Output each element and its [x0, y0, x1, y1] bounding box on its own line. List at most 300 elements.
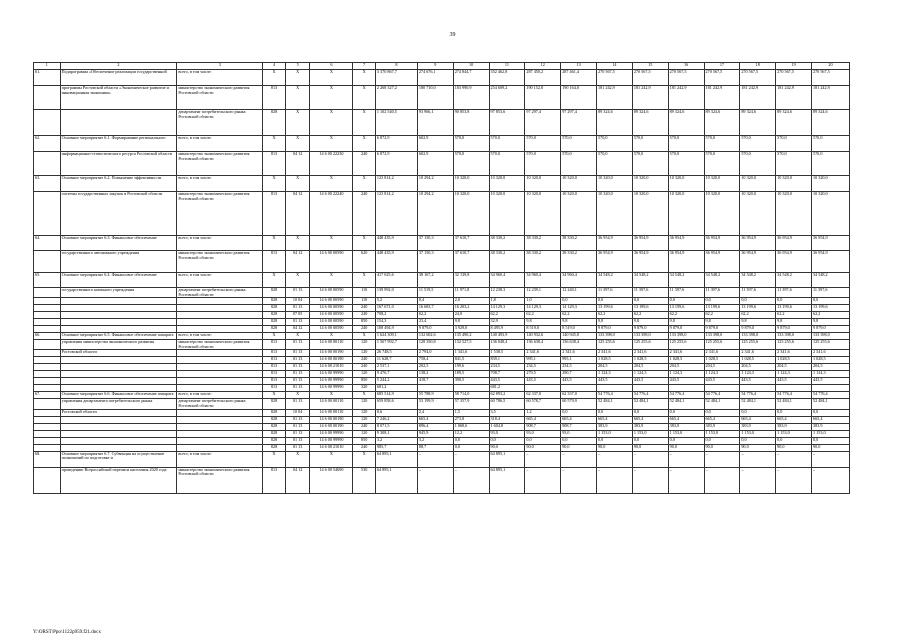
table-cell: 2 341,6 — [776, 350, 812, 357]
table-cell: 32,9 — [489, 319, 525, 326]
table-row — [34, 416, 850, 423]
table-cell: 37 610,7 — [453, 251, 489, 273]
table-cell: 89 324,6 — [704, 110, 740, 136]
table-cell: 1 028,5 — [668, 357, 704, 364]
table-cell: 0,0 — [811, 298, 849, 305]
table-cell: 93,0 — [561, 430, 597, 437]
table-cell: 133 398,0 — [632, 333, 668, 340]
table-cell — [177, 326, 263, 333]
table-cell: X — [285, 273, 310, 288]
table-cell: 88,7 — [417, 444, 453, 451]
table-cell: 681,2 — [375, 385, 417, 392]
table-cell — [34, 371, 61, 378]
table-cell: 0,0 — [776, 298, 812, 305]
table-cell: 01 13 — [285, 399, 310, 409]
table-cell: 1 124,3 — [668, 371, 704, 378]
table-cell: управления министерства экономического развития — [60, 340, 177, 350]
table-cell: 133 398,0 — [704, 333, 740, 340]
table-cell: 10 320,0 — [453, 176, 489, 192]
table-cell: 270 567,5 — [811, 70, 849, 86]
table-cell: 813 — [263, 152, 286, 176]
table-cell: 1 028,5 — [597, 357, 633, 364]
table-cell: 1 124,3 — [776, 371, 812, 378]
budget-table — [33, 62, 850, 494]
table-cell — [60, 357, 177, 364]
table-row — [34, 423, 850, 430]
table-cell: 828 — [263, 399, 286, 409]
table-cell: 34 960,4 — [489, 273, 525, 288]
table-cell: 14 6 00 00590 — [310, 312, 353, 319]
table-cell: 908,7 — [561, 423, 597, 430]
table-cell: 570,0 — [740, 152, 776, 176]
table-row — [34, 378, 850, 385]
table-cell: 36 954,9 — [704, 236, 740, 251]
table-cell: 90,0 — [776, 444, 812, 451]
table-cell: 183 990,9 — [453, 86, 489, 110]
table-cell: всего, в том числе: — [177, 451, 263, 467]
table-cell: 204,5 — [776, 364, 812, 371]
table-cell — [60, 416, 177, 423]
table-cell: 0,0 — [704, 437, 740, 444]
column-number: 11 — [489, 63, 525, 70]
table-cell: 0,0 — [704, 298, 740, 305]
table-cell: 93,0 — [489, 430, 525, 437]
table-cell: 0,0 — [597, 437, 633, 444]
table-cell: X — [353, 110, 376, 136]
table-cell: 383,9 — [740, 423, 776, 430]
table-cell: 10 320,0 — [632, 176, 668, 192]
table-cell: 89 324,6 — [632, 110, 668, 136]
table-cell: 14 6 00 99990 — [310, 430, 353, 437]
table-cell: 11 971,8 — [453, 288, 489, 298]
table-row — [34, 176, 850, 192]
table-cell: 570,0 — [811, 136, 849, 152]
table-cell: 602,9 — [417, 136, 453, 152]
table-cell: 254 609,2 — [489, 86, 525, 110]
table-cell — [60, 319, 177, 326]
table-cell: 181 242,9 — [668, 86, 704, 110]
table-cell: 240 — [353, 152, 376, 176]
table-cell: 383,9 — [776, 423, 812, 430]
table-cell: 63. — [34, 176, 61, 192]
table-cell: – — [525, 451, 561, 467]
table-cell: 120 — [353, 416, 376, 423]
table-cell — [34, 298, 61, 305]
table-cell — [34, 416, 61, 423]
table-cell — [177, 378, 263, 385]
table-row — [34, 236, 850, 251]
table-cell: 1 028,5 — [776, 357, 812, 364]
table-cell: 850 — [353, 378, 376, 385]
table-cell: 813 — [263, 385, 286, 392]
table-cell: X — [310, 70, 353, 86]
table-cell: Основное мероприятие 6.2. Повышение эффективности — [60, 176, 177, 192]
table-cell: 3,2 — [375, 437, 417, 444]
table-cell: всего, в том числе: — [177, 333, 263, 340]
table-cell: 90,0 — [597, 444, 633, 451]
table-cell: 14 6 00 21010 — [310, 444, 353, 451]
table-cell: департамент потребительского рынка Ростовской области — [177, 288, 263, 298]
column-number: 15 — [632, 63, 668, 70]
table-cell — [34, 340, 61, 350]
table-cell: 89 324,6 — [776, 110, 812, 136]
table-cell: 125 255,6 — [597, 340, 633, 350]
table-cell: 0,0 — [740, 298, 776, 305]
table-cell — [34, 192, 61, 236]
table-cell: – — [811, 467, 849, 493]
table-cell: – — [776, 467, 812, 493]
table-cell: 138,2 — [417, 371, 453, 378]
column-number-row — [34, 63, 850, 70]
table-cell — [177, 305, 263, 312]
table-cell: 202,5 — [417, 364, 453, 371]
table-cell — [34, 326, 61, 333]
table-cell: 36 954,9 — [776, 251, 812, 273]
table-cell: 190 164,0 — [561, 86, 597, 110]
table-cell: 1 028,5 — [632, 357, 668, 364]
table-cell: – — [740, 467, 776, 493]
table-row — [34, 392, 850, 399]
table-cell — [740, 385, 776, 392]
table-cell: департамент потребительского рынка Ростовской области — [177, 110, 263, 136]
table-cell: 240 — [353, 192, 376, 236]
table-cell: 570,0 — [525, 152, 561, 176]
table-cell: 240 — [353, 357, 376, 364]
table-row — [34, 451, 850, 467]
table-row — [34, 364, 850, 371]
table-cell: 0,0 — [561, 437, 597, 444]
table-cell: 828 — [263, 416, 286, 423]
table-cell: 64. — [34, 236, 61, 251]
table-cell: 10 320,0 — [597, 192, 633, 236]
table-cell: 36 954,9 — [811, 251, 849, 273]
table-cell: всего, в том числе: — [177, 136, 263, 152]
table-cell: 125 255,6 — [668, 340, 704, 350]
table-cell: 54 776,4 — [632, 392, 668, 399]
table-cell: системы государственных закупок в Ростовской области — [60, 192, 177, 236]
table-cell: 908,7 — [525, 423, 561, 430]
table-cell — [525, 385, 561, 392]
table-cell: 9,8 — [668, 319, 704, 326]
table-cell: 123 814,2 — [375, 192, 417, 236]
table-cell: 62,2 — [417, 312, 453, 319]
table-cell: 125 255,6 — [632, 340, 668, 350]
table-cell — [60, 312, 177, 319]
table-cell: 60 579,9 — [561, 399, 597, 409]
table-cell: 0,0 — [632, 298, 668, 305]
table-cell: 570,0 — [453, 152, 489, 176]
table-row — [34, 467, 850, 493]
table-cell: 8 519,0 — [525, 326, 561, 333]
table-cell: 01 13 — [285, 437, 310, 444]
table-cell: 850 — [353, 437, 376, 444]
table-cell: X — [353, 176, 376, 192]
table-cell — [177, 350, 263, 357]
table-cell: 01 13 — [285, 357, 310, 364]
table-cell: 54 776,4 — [704, 392, 740, 399]
table-cell — [177, 444, 263, 451]
table-cell: 9,8 — [776, 319, 812, 326]
table-cell: 839,1 — [489, 357, 525, 364]
table-cell: 34 548,2 — [704, 273, 740, 288]
table-row — [34, 152, 850, 176]
table-cell: 62,2 — [632, 312, 668, 319]
table-cell: 01 13 — [285, 364, 310, 371]
table-cell: 570,0 — [561, 136, 597, 152]
table-cell: 570,0 — [811, 152, 849, 176]
table-row — [34, 371, 850, 378]
table-cell: 01 13 — [285, 350, 310, 357]
table-cell: Основное мероприятие 6.1. Формирование регионального — [60, 136, 177, 152]
table-row — [34, 70, 850, 86]
table-cell: 2 341,6 — [632, 350, 668, 357]
table-cell: 1,8 — [489, 298, 525, 305]
table-cell: 2,4 — [417, 409, 453, 416]
table-cell: 110 — [353, 298, 376, 305]
table-cell: государственного автономного учреждения — [60, 251, 177, 273]
table-cell: 570,0 — [597, 152, 633, 176]
column-number: 1 — [34, 63, 61, 70]
table-cell: Подпрограмма «Обеспечение реализации государственной — [60, 70, 177, 86]
table-cell: X — [285, 70, 310, 86]
table-cell: 0,0 — [811, 437, 849, 444]
table-cell: 443,5 — [597, 378, 633, 385]
table-cell: 9 476,7 — [375, 371, 417, 378]
table-cell: 36 954,9 — [776, 236, 812, 251]
table-cell: 04 12 — [285, 467, 310, 493]
table-cell: 14 6 00 00190 — [310, 416, 353, 423]
table-cell: 14 6 00 00110 — [310, 399, 353, 409]
table-row — [34, 110, 850, 136]
table-cell: 204,5 — [597, 364, 633, 371]
table-cell: министерство экономического развития Ростовской области — [177, 251, 263, 273]
table-cell: X — [310, 333, 353, 340]
table-cell: 1 028,5 — [740, 357, 776, 364]
table-cell: 12 240,1 — [561, 288, 597, 298]
table-cell: 383,9 — [632, 423, 668, 430]
table-cell: 1,0 — [525, 298, 561, 305]
table-cell — [668, 385, 704, 392]
table-cell: 13 199,6 — [811, 305, 849, 312]
table-cell: 602,9 — [417, 152, 453, 176]
table-cell: – — [597, 451, 633, 467]
table-cell: 828 — [263, 305, 286, 312]
table-cell: 570,0 — [632, 136, 668, 152]
table-cell: 10 04 — [285, 409, 310, 416]
table-cell: 34 548,2 — [597, 273, 633, 288]
table-cell: Ростовской области — [60, 409, 177, 416]
table-cell: X — [310, 451, 353, 467]
table-cell: 995,1 — [525, 357, 561, 364]
table-row — [34, 305, 850, 312]
table-cell: 9 879,0 — [668, 326, 704, 333]
table-cell: 1 538,5 — [489, 350, 525, 357]
table-cell: 133 398,0 — [776, 333, 812, 340]
table-cell: 108 494,9 — [375, 326, 417, 333]
table-cell: 14 6 00 21010 — [310, 364, 353, 371]
table-cell: 62. — [34, 136, 61, 152]
column-number: 19 — [776, 63, 812, 70]
table-cell — [60, 423, 177, 430]
table-cell: 136 638,4 — [561, 340, 597, 350]
table-cell: 11 397,6 — [740, 288, 776, 298]
table-cell: X — [353, 136, 376, 152]
table-cell: 352 462,8 — [489, 70, 525, 86]
table-cell — [177, 319, 263, 326]
table-cell — [34, 378, 61, 385]
table-cell: 270 567,5 — [704, 70, 740, 86]
table-cell — [177, 298, 263, 305]
table-cell: 36 954,9 — [632, 236, 668, 251]
table-cell: 181 242,9 — [776, 86, 812, 110]
table-cell: 665,4 — [740, 416, 776, 423]
table-row — [34, 409, 850, 416]
table-cell: 270 567,5 — [668, 70, 704, 86]
table-cell: X — [310, 392, 353, 399]
table-cell: министерство экономического развития Ростовской области — [177, 340, 263, 350]
table-cell: министерство экономического развития Ростовской области — [177, 152, 263, 176]
table-cell: 570,0 — [776, 152, 812, 176]
table-row — [34, 357, 850, 364]
table-cell: 14 6 00 00110 — [310, 340, 353, 350]
table-cell: 16 683,7 — [417, 305, 453, 312]
table-cell: 36 954,9 — [632, 251, 668, 273]
table-cell: 36 954,9 — [704, 251, 740, 273]
table-cell: X — [285, 110, 310, 136]
table-row — [34, 251, 850, 273]
table-cell: 287 461,4 — [561, 70, 597, 86]
table-cell: 570,0 — [453, 136, 489, 152]
table-cell: 38 330,2 — [561, 236, 597, 251]
table-cell: 813 — [263, 357, 286, 364]
table-cell: 665,4 — [525, 416, 561, 423]
table-cell: 189,5 — [453, 371, 489, 378]
table-cell: 14 6 00 54690 — [310, 467, 353, 493]
table-cell: 8,6 — [375, 409, 417, 416]
table-cell: 90,0 — [811, 444, 849, 451]
table-cell: 38 167,2 — [417, 273, 453, 288]
table-cell: 60 578,7 — [525, 399, 561, 409]
table-cell — [60, 364, 177, 371]
table-row — [34, 399, 850, 409]
table-cell: 828 — [263, 326, 286, 333]
table-cell: 13 199,6 — [632, 305, 668, 312]
table-cell: 97 297,4 — [525, 110, 561, 136]
table-cell: – — [632, 451, 668, 467]
table-cell: 828 — [263, 430, 286, 437]
table-cell: 125 255,6 — [740, 340, 776, 350]
table-cell: 813 — [263, 378, 286, 385]
table-cell: 443,5 — [776, 378, 812, 385]
table-cell: X — [310, 176, 353, 192]
table-cell: 0,0 — [489, 437, 525, 444]
table-cell: 383,9 — [704, 423, 740, 430]
table-cell: – — [668, 467, 704, 493]
table-cell: 11 397,6 — [597, 288, 633, 298]
table-cell: 8 071,5 — [375, 423, 417, 430]
table-cell: 1 028,5 — [704, 357, 740, 364]
table-cell: 52 484,1 — [740, 399, 776, 409]
table-cell: 23,4 — [417, 319, 453, 326]
table-cell — [177, 312, 263, 319]
table-cell: 9 308,1 — [375, 430, 417, 437]
table-cell: 125 255,6 — [776, 340, 812, 350]
table-cell — [34, 437, 61, 444]
table-cell: 813 — [263, 467, 286, 493]
table-cell: – — [668, 451, 704, 467]
table-cell: всего, в том числе: — [177, 176, 263, 192]
table-cell: 828 — [263, 298, 286, 305]
table-cell: 11 397,6 — [704, 288, 740, 298]
table-cell: 813 — [263, 86, 286, 110]
table-cell: 813 — [263, 251, 286, 273]
table-cell: 448 435,9 — [375, 251, 417, 273]
table-cell: 90,0 — [525, 444, 561, 451]
table-cell: 443,5 — [489, 378, 525, 385]
table-cell: 9 879,0 — [776, 326, 812, 333]
table-cell: – — [561, 451, 597, 467]
table-cell: 140 945,8 — [561, 333, 597, 340]
table-cell: 16 203,2 — [453, 305, 489, 312]
table-cell: 665,4 — [776, 416, 812, 423]
table-cell — [60, 371, 177, 378]
table-cell: 0,0 — [597, 409, 633, 416]
table-cell: всего, в том числе: — [177, 273, 263, 288]
table-cell: 14 6 00 00190 — [310, 350, 353, 357]
table-cell: 10 320,0 — [597, 176, 633, 192]
table-cell: 58 714,0 — [453, 392, 489, 399]
table-cell — [177, 371, 263, 378]
table-cell: всего, в том числе: — [177, 236, 263, 251]
table-cell: 53 199,9 — [417, 399, 453, 409]
table-cell: 10 320,0 — [632, 192, 668, 236]
table-cell: X — [263, 273, 286, 288]
table-cell: 274 676,1 — [417, 70, 453, 86]
table-cell: 8 495,9 — [489, 326, 525, 333]
table-cell: департамент потребительского рынка Ростовской области — [177, 399, 263, 409]
table-cell: всего, в том числе: — [177, 70, 263, 86]
table-cell: 89 324,6 — [740, 110, 776, 136]
table-cell: 14 6 00 99990 — [310, 385, 353, 392]
table-cell: 0,0 — [525, 437, 561, 444]
table-cell: 0,0 — [561, 298, 597, 305]
column-number: 16 — [668, 63, 704, 70]
table-cell: 10 320,0 — [704, 176, 740, 192]
table-row — [34, 298, 850, 305]
table-cell: 133 398,0 — [740, 333, 776, 340]
table-cell: 0,0 — [704, 409, 740, 416]
table-cell: 1 124,3 — [740, 371, 776, 378]
table-cell: 1 124,3 — [597, 371, 633, 378]
table-cell: 10 320,0 — [561, 176, 597, 192]
table-cell: – — [811, 451, 849, 467]
table-cell: 9,8 — [740, 319, 776, 326]
table-row — [34, 350, 850, 357]
table-cell: 665,4 — [811, 416, 849, 423]
table-cell: – — [561, 467, 597, 493]
table-cell: 9,8 — [453, 319, 489, 326]
table-cell: 136 048,4 — [489, 340, 525, 350]
table-cell: 34 960,4 — [525, 273, 561, 288]
table-cell: 36 954,9 — [811, 236, 849, 251]
table-cell: 3,5 — [489, 409, 525, 416]
table-cell: 813 — [263, 192, 286, 236]
table-cell: 62,2 — [668, 312, 704, 319]
table-row — [34, 192, 850, 236]
table-cell: 12 239,1 — [525, 288, 561, 298]
table-cell: 270 567,5 — [740, 70, 776, 86]
table-cell: 14 6 00 00590 — [310, 251, 353, 273]
